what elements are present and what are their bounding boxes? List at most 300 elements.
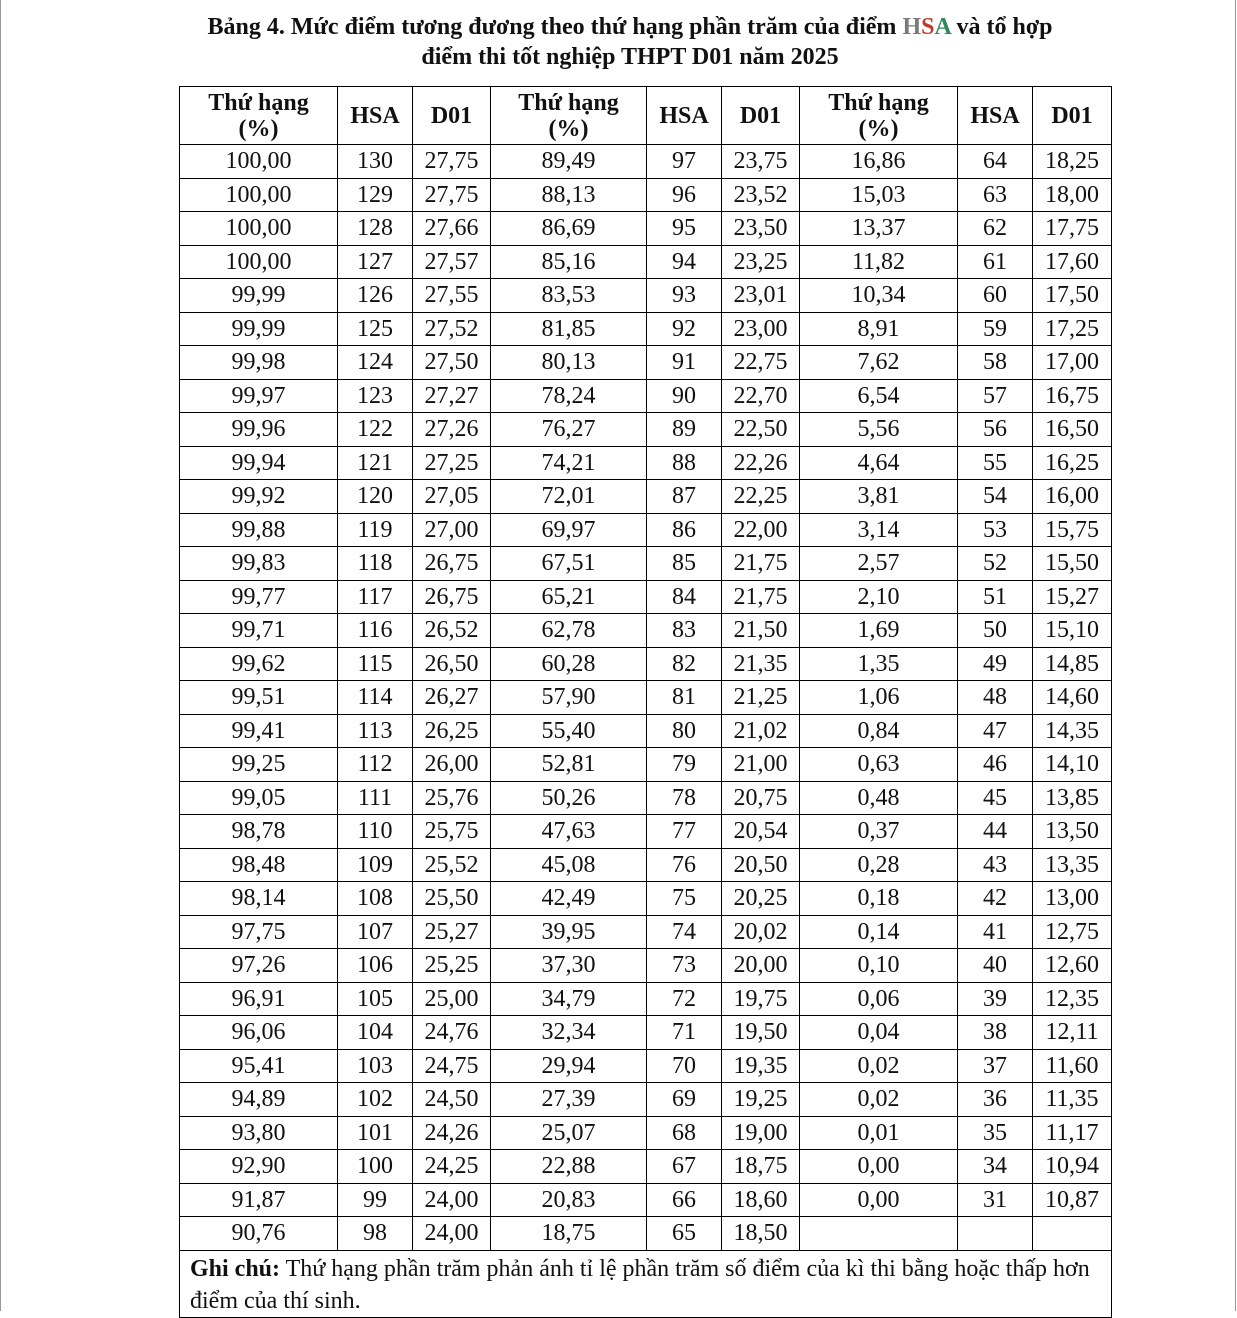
cell-hsa: 101 (338, 1116, 413, 1150)
cell-d01: 26,00 (413, 748, 491, 782)
cell-hsa: 59 (958, 312, 1033, 346)
cell-hsa: 106 (338, 949, 413, 983)
cell-hsa: 117 (338, 580, 413, 614)
cell-rank: 99,71 (180, 614, 338, 648)
cell-d01: 19,50 (722, 1016, 800, 1050)
cell-d01: 25,75 (413, 815, 491, 849)
note-cell (180, 1250, 1112, 1317)
cell-d01: 19,25 (722, 1083, 800, 1117)
cell-hsa: 125 (338, 312, 413, 346)
table-row (180, 647, 1112, 681)
cell-rank: 97,26 (180, 949, 338, 983)
table-row (180, 245, 1112, 279)
cell-rank: 0,00 (800, 1150, 958, 1184)
cell-rank: 20,83 (491, 1183, 647, 1217)
table-title-line2: điểm thi tốt nghiệp THPT D01 năm 2025 (421, 44, 839, 70)
cell-d01: 23,01 (722, 279, 800, 313)
cell-d01: 27,57 (413, 245, 491, 279)
cell-rank: 85,16 (491, 245, 647, 279)
cell-d01: 20,00 (722, 949, 800, 983)
header-hsa: HSA (647, 87, 722, 145)
cell-rank: 62,78 (491, 614, 647, 648)
cell-d01: 15,75 (1033, 513, 1112, 547)
cell-rank: 3,81 (800, 480, 958, 514)
cell-d01: 26,27 (413, 681, 491, 715)
cell-rank: 6,54 (800, 379, 958, 413)
cell-hsa: 57 (958, 379, 1033, 413)
cell-rank: 1,35 (800, 647, 958, 681)
cell-hsa: 90 (647, 379, 722, 413)
table-row (180, 949, 1112, 983)
cell-hsa: 49 (958, 647, 1033, 681)
cell-d01: 19,75 (722, 982, 800, 1016)
cell-rank: 2,10 (800, 580, 958, 614)
cell-rank: 88,13 (491, 178, 647, 212)
cell-d01: 18,60 (722, 1183, 800, 1217)
cell-d01: 13,35 (1033, 848, 1112, 882)
table-row (180, 212, 1112, 246)
cell-rank: 7,62 (800, 346, 958, 380)
table-row (180, 346, 1112, 380)
cell-rank: 15,03 (800, 178, 958, 212)
cell-rank: 99,92 (180, 480, 338, 514)
cell-hsa: 118 (338, 547, 413, 581)
cell-rank: 1,69 (800, 614, 958, 648)
cell-rank: 10,34 (800, 279, 958, 313)
title-hsa-s: S (921, 14, 935, 40)
cell-rank: 1,06 (800, 681, 958, 715)
cell-hsa: 38 (958, 1016, 1033, 1050)
cell-hsa: 44 (958, 815, 1033, 849)
cell-hsa: 35 (958, 1116, 1033, 1150)
cell-d01: 13,00 (1033, 882, 1112, 916)
cell-d01: 14,35 (1033, 714, 1112, 748)
cell-rank: 78,24 (491, 379, 647, 413)
cell-d01: 16,50 (1033, 413, 1112, 447)
cell-d01: 18,50 (722, 1217, 800, 1251)
cell-hsa: 115 (338, 647, 413, 681)
cell-hsa: 99 (338, 1183, 413, 1217)
cell-d01: 11,60 (1033, 1049, 1112, 1083)
cell-d01: 27,27 (413, 379, 491, 413)
cell-d01: 19,35 (722, 1049, 800, 1083)
cell-hsa: 80 (647, 714, 722, 748)
cell-d01: 26,25 (413, 714, 491, 748)
cell-d01: 20,54 (722, 815, 800, 849)
cell-hsa: 103 (338, 1049, 413, 1083)
cell-hsa: 46 (958, 748, 1033, 782)
cell-rank: 100,00 (180, 178, 338, 212)
cell-rank: 69,97 (491, 513, 647, 547)
cell-d01: 27,66 (413, 212, 491, 246)
cell-rank: 99,05 (180, 781, 338, 815)
cell-rank: 99,94 (180, 446, 338, 480)
cell-d01: 12,35 (1033, 982, 1112, 1016)
cell-hsa: 112 (338, 748, 413, 782)
cell-d01: 11,35 (1033, 1083, 1112, 1117)
cell-hsa: 60 (958, 279, 1033, 313)
cell-d01: 11,17 (1033, 1116, 1112, 1150)
cell-d01: 21,02 (722, 714, 800, 748)
cell-d01: 19,00 (722, 1116, 800, 1150)
cell-d01: 23,25 (722, 245, 800, 279)
cell-rank: 13,37 (800, 212, 958, 246)
cell-rank: 92,90 (180, 1150, 338, 1184)
cell-hsa: 54 (958, 480, 1033, 514)
table-row (180, 781, 1112, 815)
cell-hsa: 121 (338, 446, 413, 480)
header-row (180, 87, 1112, 145)
cell-rank: 32,34 (491, 1016, 647, 1050)
cell-rank: 99,62 (180, 647, 338, 681)
title-text-after: và tổ hợp (950, 14, 1053, 40)
cell-d01: 17,25 (1033, 312, 1112, 346)
cell-hsa: 37 (958, 1049, 1033, 1083)
title-hsa-h: H (902, 14, 922, 40)
cell-d01: 21,25 (722, 681, 800, 715)
cell-rank: 97,75 (180, 915, 338, 949)
cell-hsa: 87 (647, 480, 722, 514)
table-row (180, 614, 1112, 648)
cell-hsa: 96 (647, 178, 722, 212)
cell-hsa: 119 (338, 513, 413, 547)
cell-rank: 0,48 (800, 781, 958, 815)
cell-hsa: 45 (958, 781, 1033, 815)
cell-hsa: 63 (958, 178, 1033, 212)
cell-rank: 99,25 (180, 748, 338, 782)
table-row (180, 279, 1112, 313)
header-rank-line2: (%) (238, 115, 279, 142)
cell-hsa: 78 (647, 781, 722, 815)
cell-rank: 76,27 (491, 413, 647, 447)
header-rank (180, 87, 338, 145)
cell-hsa: 124 (338, 346, 413, 380)
cell-hsa: 108 (338, 882, 413, 916)
cell-d01: 20,25 (722, 882, 800, 916)
cell-rank: 90,76 (180, 1217, 338, 1251)
cell-d01: 21,75 (722, 547, 800, 581)
cell-d01: 16,25 (1033, 446, 1112, 480)
cell-d01 (1033, 1217, 1112, 1251)
cell-hsa: 50 (958, 614, 1033, 648)
cell-rank: 42,49 (491, 882, 647, 916)
cell-rank: 96,91 (180, 982, 338, 1016)
header-rank-line1: Thứ hạng (828, 89, 929, 116)
table-row (180, 1049, 1112, 1083)
cell-d01: 22,26 (722, 446, 800, 480)
table-row (180, 714, 1112, 748)
cell-hsa: 129 (338, 178, 413, 212)
cell-hsa: 66 (647, 1183, 722, 1217)
cell-d01: 23,00 (722, 312, 800, 346)
cell-rank: 0,37 (800, 815, 958, 849)
cell-rank: 93,80 (180, 1116, 338, 1150)
cell-rank: 91,87 (180, 1183, 338, 1217)
cell-d01: 17,50 (1033, 279, 1112, 313)
cell-rank: 99,98 (180, 346, 338, 380)
cell-hsa: 77 (647, 815, 722, 849)
cell-rank (800, 1217, 958, 1251)
cell-hsa: 86 (647, 513, 722, 547)
cell-rank: 99,96 (180, 413, 338, 447)
header-rank (800, 87, 958, 145)
table-row (180, 1183, 1112, 1217)
cell-hsa: 67 (647, 1150, 722, 1184)
cell-hsa: 105 (338, 982, 413, 1016)
cell-rank: 45,08 (491, 848, 647, 882)
table-row (180, 1083, 1112, 1117)
cell-rank: 99,99 (180, 279, 338, 313)
cell-d01: 25,76 (413, 781, 491, 815)
header-rank-line2: (%) (548, 115, 589, 142)
cell-d01: 15,27 (1033, 580, 1112, 614)
cell-hsa: 64 (958, 145, 1033, 179)
cell-hsa: 43 (958, 848, 1033, 882)
cell-d01: 21,00 (722, 748, 800, 782)
cell-d01: 14,85 (1033, 647, 1112, 681)
note-text: Thứ hạng phần trăm phản ánh tỉ lệ phần trăm số điểm của kì thi bằng hoặc thấp hơn điểm của thí sinh. (190, 1255, 1090, 1314)
cell-rank: 86,69 (491, 212, 647, 246)
cell-rank: 94,89 (180, 1083, 338, 1117)
cell-rank: 57,90 (491, 681, 647, 715)
cell-hsa: 55 (958, 446, 1033, 480)
cell-hsa: 71 (647, 1016, 722, 1050)
cell-hsa: 107 (338, 915, 413, 949)
cell-d01: 16,00 (1033, 480, 1112, 514)
table-row (180, 580, 1112, 614)
cell-d01: 12,60 (1033, 949, 1112, 983)
cell-d01: 27,50 (413, 346, 491, 380)
cell-d01: 20,50 (722, 848, 800, 882)
table-title (0, 12, 1237, 72)
cell-d01: 27,75 (413, 145, 491, 179)
cell-d01: 27,25 (413, 446, 491, 480)
cell-hsa: 130 (338, 145, 413, 179)
cell-d01: 18,25 (1033, 145, 1112, 179)
cell-d01: 24,76 (413, 1016, 491, 1050)
cell-d01: 22,00 (722, 513, 800, 547)
cell-d01: 20,02 (722, 915, 800, 949)
cell-rank: 0,18 (800, 882, 958, 916)
cell-hsa: 98 (338, 1217, 413, 1251)
cell-d01: 20,75 (722, 781, 800, 815)
cell-d01: 27,75 (413, 178, 491, 212)
cell-hsa: 109 (338, 848, 413, 882)
cell-rank: 2,57 (800, 547, 958, 581)
cell-d01: 24,75 (413, 1049, 491, 1083)
cell-hsa: 110 (338, 815, 413, 849)
cell-rank: 98,14 (180, 882, 338, 916)
cell-hsa: 111 (338, 781, 413, 815)
cell-d01: 13,50 (1033, 815, 1112, 849)
cell-rank: 60,28 (491, 647, 647, 681)
cell-rank: 96,06 (180, 1016, 338, 1050)
cell-d01: 26,52 (413, 614, 491, 648)
cell-d01: 18,75 (722, 1150, 800, 1184)
cell-d01: 25,52 (413, 848, 491, 882)
table-row (180, 547, 1112, 581)
cell-hsa: 91 (647, 346, 722, 380)
cell-d01: 27,00 (413, 513, 491, 547)
cell-rank: 16,86 (800, 145, 958, 179)
cell-rank: 29,94 (491, 1049, 647, 1083)
header-rank-line1: Thứ hạng (208, 89, 309, 116)
cell-d01: 27,05 (413, 480, 491, 514)
cell-d01: 23,50 (722, 212, 800, 246)
cell-d01: 23,75 (722, 145, 800, 179)
table-row (180, 379, 1112, 413)
cell-d01: 27,55 (413, 279, 491, 313)
table-row (180, 178, 1112, 212)
table-row (180, 413, 1112, 447)
cell-rank: 99,51 (180, 681, 338, 715)
cell-rank: 50,26 (491, 781, 647, 815)
cell-d01: 25,25 (413, 949, 491, 983)
cell-hsa (958, 1217, 1033, 1251)
cell-rank: 52,81 (491, 748, 647, 782)
cell-hsa: 61 (958, 245, 1033, 279)
table-row (180, 681, 1112, 715)
cell-d01: 25,50 (413, 882, 491, 916)
cell-d01: 26,75 (413, 547, 491, 581)
cell-rank: 95,41 (180, 1049, 338, 1083)
cell-d01: 24,26 (413, 1116, 491, 1150)
header-hsa: HSA (338, 87, 413, 145)
cell-rank: 65,21 (491, 580, 647, 614)
cell-d01: 22,75 (722, 346, 800, 380)
table-row (180, 815, 1112, 849)
cell-rank: 89,49 (491, 145, 647, 179)
cell-rank: 47,63 (491, 815, 647, 849)
cell-d01: 25,00 (413, 982, 491, 1016)
cell-rank: 99,41 (180, 714, 338, 748)
header-rank (491, 87, 647, 145)
table-row (180, 513, 1112, 547)
cell-hsa: 95 (647, 212, 722, 246)
cell-hsa: 84 (647, 580, 722, 614)
title-text-before: Bảng 4. Mức điểm tương đương theo thứ hạng phần trăm của điểm (207, 14, 903, 40)
table-title-line1 (0, 12, 1237, 42)
header-d01: D01 (722, 87, 800, 145)
cell-d01: 10,87 (1033, 1183, 1112, 1217)
cell-d01: 24,25 (413, 1150, 491, 1184)
cell-rank: 0,63 (800, 748, 958, 782)
table-row (180, 1016, 1112, 1050)
note-row (180, 1250, 1112, 1317)
cell-hsa: 74 (647, 915, 722, 949)
cell-d01: 27,26 (413, 413, 491, 447)
table-row (180, 882, 1112, 916)
cell-rank: 67,51 (491, 547, 647, 581)
title-hsa-a: A (934, 14, 951, 40)
cell-rank: 5,56 (800, 413, 958, 447)
cell-hsa: 48 (958, 681, 1033, 715)
cell-rank: 4,64 (800, 446, 958, 480)
cell-hsa: 76 (647, 848, 722, 882)
cell-hsa: 97 (647, 145, 722, 179)
header-d01: D01 (413, 87, 491, 145)
table-row (180, 145, 1112, 179)
cell-d01: 10,94 (1033, 1150, 1112, 1184)
header-d01: D01 (1033, 87, 1112, 145)
cell-hsa: 69 (647, 1083, 722, 1117)
cell-hsa: 62 (958, 212, 1033, 246)
table-row (180, 312, 1112, 346)
cell-hsa: 85 (647, 547, 722, 581)
cell-hsa: 114 (338, 681, 413, 715)
cell-rank: 0,04 (800, 1016, 958, 1050)
table-body (180, 145, 1112, 1251)
cell-rank: 83,53 (491, 279, 647, 313)
cell-rank: 99,77 (180, 580, 338, 614)
cell-d01: 21,75 (722, 580, 800, 614)
cell-hsa: 122 (338, 413, 413, 447)
cell-d01: 14,60 (1033, 681, 1112, 715)
header-rank-line2: (%) (858, 115, 899, 142)
note-label: Ghi chú: (190, 1255, 281, 1282)
cell-d01: 17,60 (1033, 245, 1112, 279)
table-row (180, 1150, 1112, 1184)
cell-d01: 23,52 (722, 178, 800, 212)
cell-hsa: 81 (647, 681, 722, 715)
cell-hsa: 120 (338, 480, 413, 514)
cell-d01: 24,00 (413, 1183, 491, 1217)
cell-d01: 21,50 (722, 614, 800, 648)
cell-rank: 81,85 (491, 312, 647, 346)
cell-d01: 25,27 (413, 915, 491, 949)
cell-hsa: 36 (958, 1083, 1033, 1117)
cell-rank: 0,28 (800, 848, 958, 882)
cell-rank: 11,82 (800, 245, 958, 279)
cell-rank: 25,07 (491, 1116, 647, 1150)
header-rank-line1: Thứ hạng (518, 89, 619, 116)
cell-rank: 3,14 (800, 513, 958, 547)
cell-rank: 72,01 (491, 480, 647, 514)
cell-d01: 15,50 (1033, 547, 1112, 581)
cell-d01: 18,00 (1033, 178, 1112, 212)
cell-hsa: 128 (338, 212, 413, 246)
cell-hsa: 92 (647, 312, 722, 346)
cell-rank: 100,00 (180, 212, 338, 246)
table-row (180, 1116, 1112, 1150)
table-row (180, 1217, 1112, 1251)
cell-hsa: 47 (958, 714, 1033, 748)
cell-hsa: 104 (338, 1016, 413, 1050)
table-row (180, 480, 1112, 514)
cell-rank: 0,84 (800, 714, 958, 748)
cell-d01: 22,25 (722, 480, 800, 514)
cell-hsa: 72 (647, 982, 722, 1016)
cell-rank: 27,39 (491, 1083, 647, 1117)
table-row (180, 446, 1112, 480)
cell-hsa: 100 (338, 1150, 413, 1184)
cell-hsa: 113 (338, 714, 413, 748)
cell-hsa: 93 (647, 279, 722, 313)
cell-d01: 22,70 (722, 379, 800, 413)
cell-rank: 99,97 (180, 379, 338, 413)
cell-rank: 39,95 (491, 915, 647, 949)
cell-rank: 98,48 (180, 848, 338, 882)
page-border-right (1235, 0, 1236, 1311)
cell-rank: 99,99 (180, 312, 338, 346)
cell-hsa: 102 (338, 1083, 413, 1117)
table-row (180, 748, 1112, 782)
cell-hsa: 126 (338, 279, 413, 313)
cell-d01: 13,85 (1033, 781, 1112, 815)
page-border-left (0, 0, 1, 1311)
cell-hsa: 40 (958, 949, 1033, 983)
cell-d01: 22,50 (722, 413, 800, 447)
